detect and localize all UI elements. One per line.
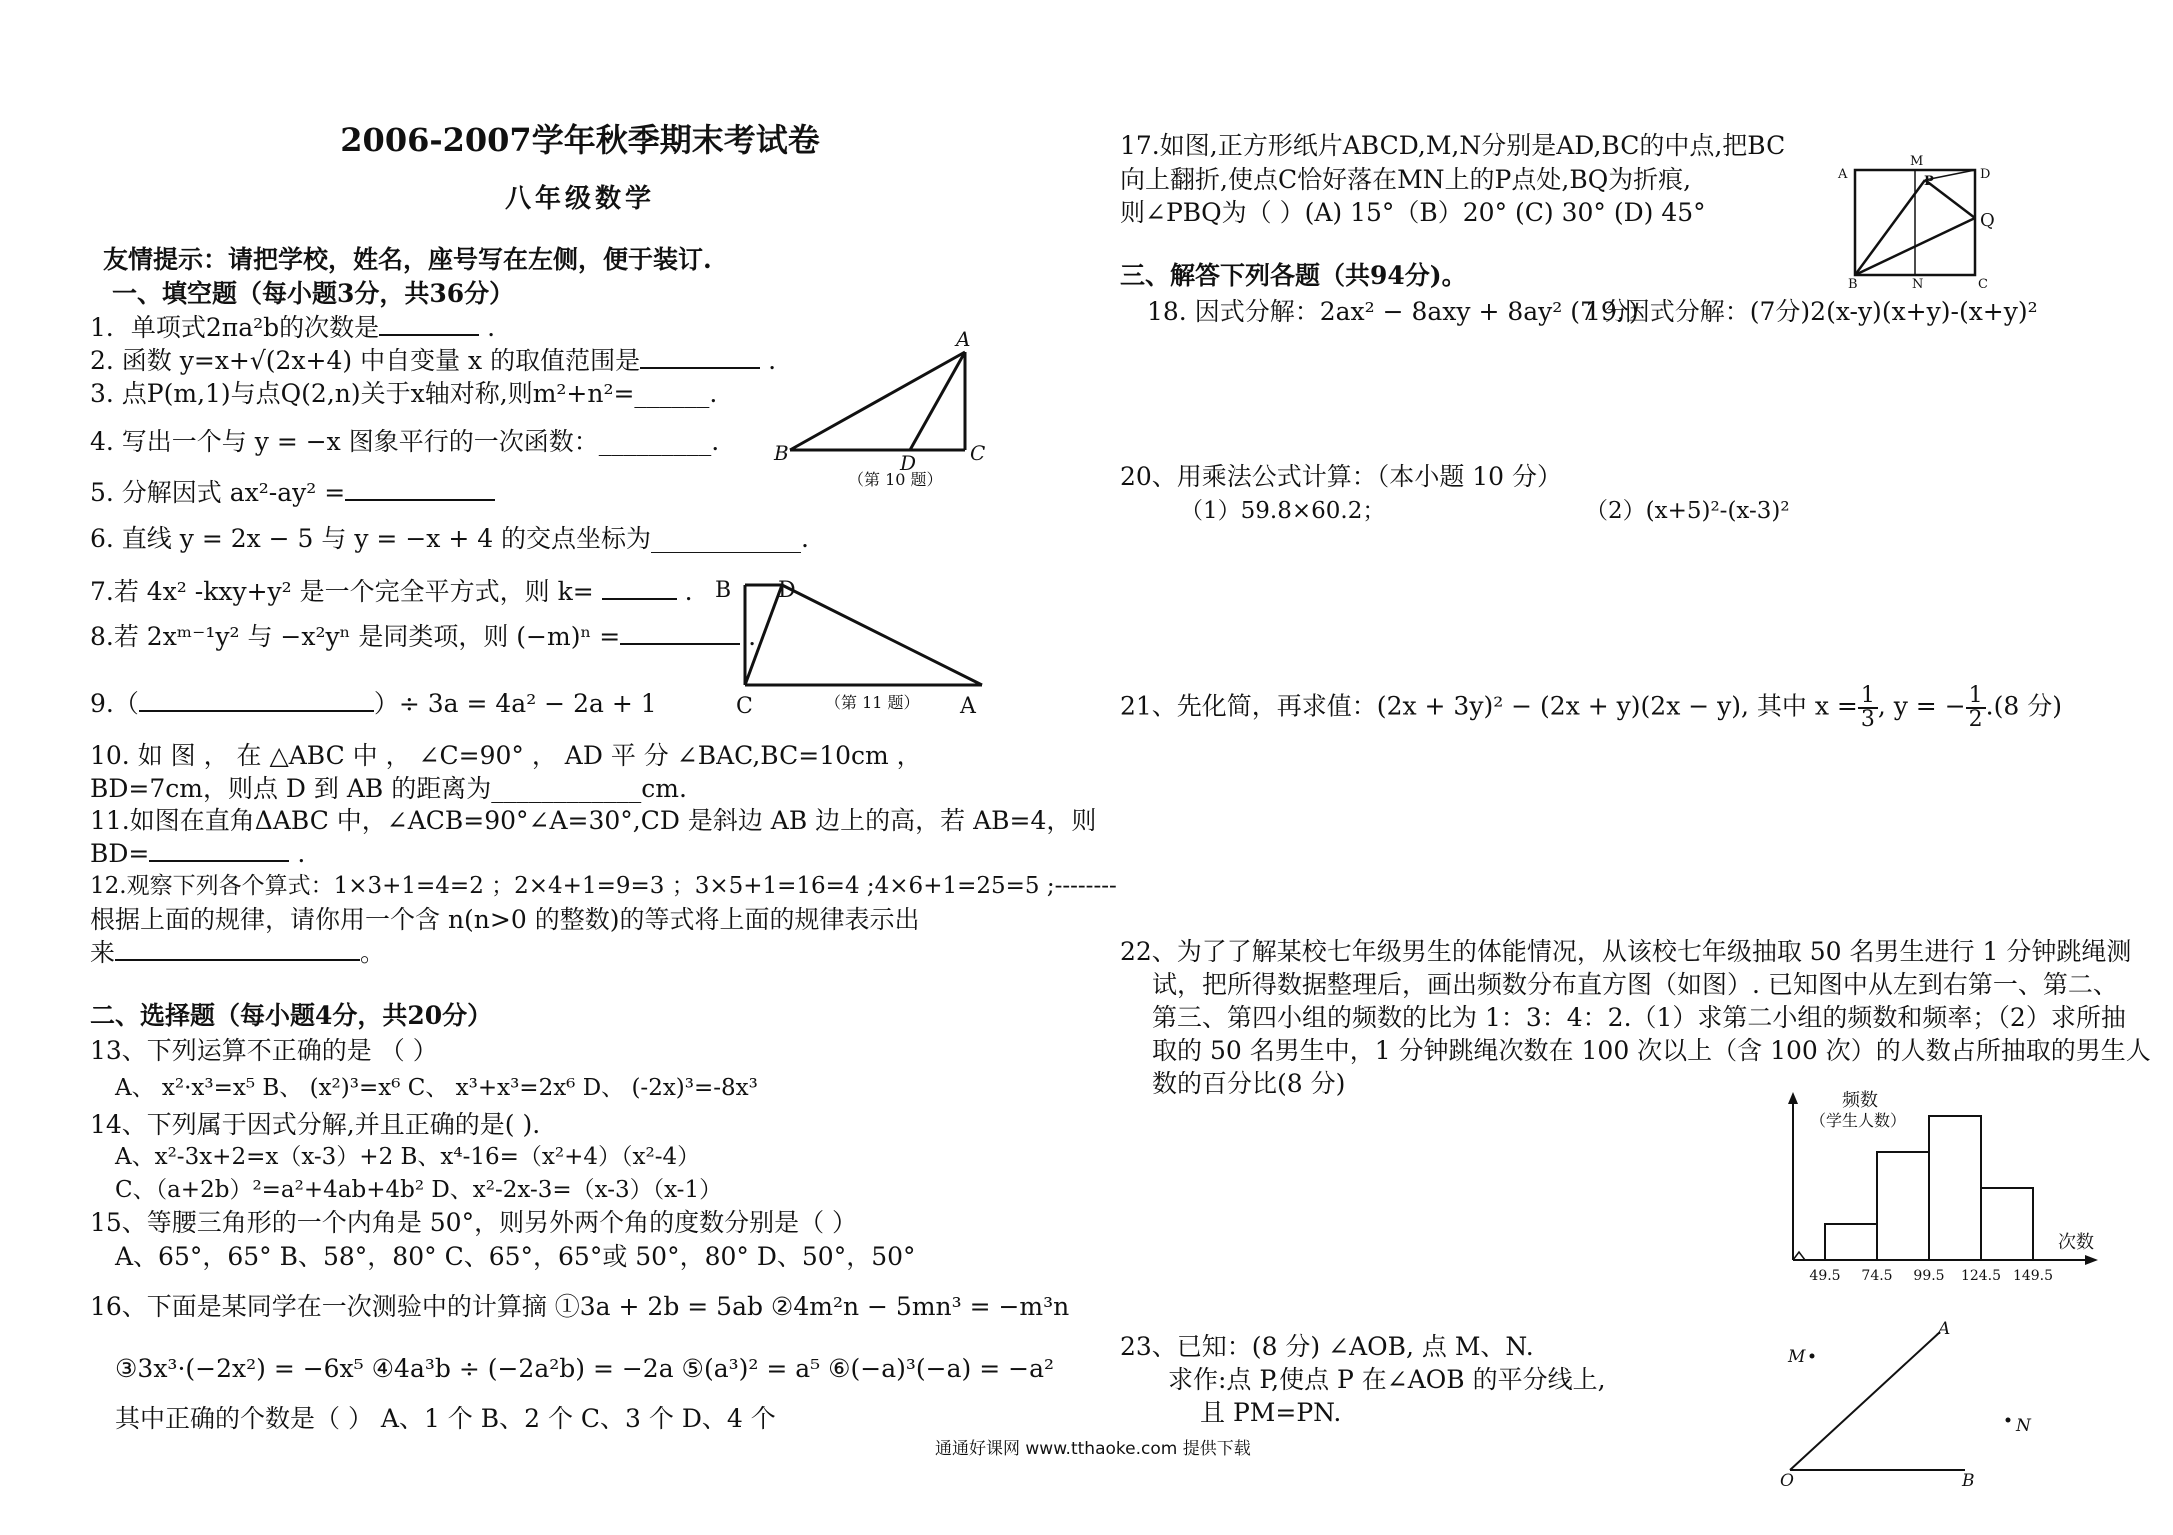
frequency-histogram xyxy=(1780,1090,2110,1290)
question-22-line2: 试，把所得数据整理后，画出频数分布直方图（如图）. 已知图中从左到右第一、第二、 xyxy=(1152,970,2118,999)
q11-line-DA xyxy=(782,585,982,685)
q17-label-B: B xyxy=(1848,277,1858,290)
exam-subtitle: 八年级数学 xyxy=(504,184,655,214)
histogram-bar xyxy=(1877,1152,1929,1260)
histogram-bar xyxy=(1825,1224,1877,1260)
question-21: 21、先化简，再求值：(2x + 3y)² − (2x + y)(2x − y), 其中 x = $\frac{1}{3}$ , y = − $\frac{1}{2}$ .(8 分) xyxy=(1120,683,2062,732)
q17-label-N: N xyxy=(1912,277,1924,290)
q11-label-B: B xyxy=(715,578,732,603)
question-2: 2. 函数 y=x+√(2x+4) 中自变量 x 的取值范围是 . xyxy=(90,346,777,375)
q11-label-C: C xyxy=(736,694,753,719)
histogram-tick-label: 49.5 xyxy=(1809,1268,1841,1284)
histogram-axis-break xyxy=(1793,1252,1805,1260)
question-6: 6. 直线 y = 2x − 5 与 y = −x + 4 的交点坐标为____________. xyxy=(90,524,810,553)
figure-q11 xyxy=(710,575,1000,725)
question-8: 8.若 2xᵐ⁻¹y² 与 −x²yⁿ 是同类项，则 (−m)ⁿ = . xyxy=(90,622,757,651)
histogram-bar xyxy=(1929,1116,1981,1260)
q10-label-C: C xyxy=(970,441,986,465)
question-16-items: ③3x³·(−2x²) = −6x⁵ ④4a³b ÷ (−2a²b) = −2a ⑤(a³)² = a⁵ ⑥(−a)³(−a) = −a² xyxy=(115,1354,1055,1383)
question-12-line1: 12.观察下列各个算式：1×3+1=4=2 ；2×4+1=9=3 ；3×5+1=16=4 ;4×6+1=25=5 ;-------- xyxy=(90,873,1117,899)
histogram-bar xyxy=(1981,1188,2033,1260)
q23-label-B: B xyxy=(1962,1471,1975,1491)
histogram-ylabel-1: 频数 xyxy=(1842,1090,1878,1111)
question-4: 4. 写出一个与 y = −x 图象平行的一次函数：_________. xyxy=(90,427,720,456)
histogram-tick-label: 149.5 xyxy=(2012,1268,2054,1284)
figure-q17 xyxy=(1830,150,2010,290)
question-14: 14、下列属于因式分解,并且正确的是( ). xyxy=(90,1110,541,1139)
question-14-options-ab: A、x²-3x+2=x（x-3）+2 B、x⁴-16=（x²+4）（x²-4） xyxy=(115,1144,701,1170)
question-23-line2: 求作:点 P,使点 P 在∠AOB 的平分线上, xyxy=(1168,1365,1606,1394)
question-17-line2: 向上翻折,使点C恰好落在MN上的P点处,BQ为折痕, xyxy=(1120,165,1692,194)
q23-point-N xyxy=(2006,1418,2011,1423)
section2-heading: 二、选择题（每小题4分，共20分） xyxy=(90,1001,493,1030)
histogram-y-arrow xyxy=(1788,1092,1798,1104)
question-20-part2: （2）(x+5)²-(x-3)² xyxy=(1585,498,1790,524)
fraction-one-third: $\frac{1}{3}$ xyxy=(1858,685,1878,731)
histogram-x-arrow xyxy=(2085,1255,2098,1265)
question-23-line3: 且 PM=PN. xyxy=(1200,1398,1342,1427)
q11-label-A: A xyxy=(960,694,976,719)
q17-label-Q: Q xyxy=(1980,210,1995,231)
question-5: 5. 分解因式 ax²-ay² = xyxy=(90,479,495,508)
histogram-tick-label: 99.5 xyxy=(1913,1268,1945,1284)
question-12-line3: 来 。 xyxy=(90,938,386,967)
question-15-options: A、65°，65° B、58°，80° C、65°，65°或 50°，80° D、50°，50° xyxy=(115,1242,916,1271)
q23-label-N: N xyxy=(2016,1416,2031,1436)
q23-point-M xyxy=(1810,1354,1815,1359)
q23-label-M: M xyxy=(1788,1347,1806,1367)
q10-label-B: B xyxy=(774,441,789,465)
q10-label-D: D xyxy=(900,451,917,475)
histogram-tick-label: 74.5 xyxy=(1861,1268,1893,1284)
question-22-line4: 取的 50 名男生中，1 分钟跳绳次数在 100 次以上（含 100 次）的人数占所抽取的男生人 xyxy=(1152,1036,2151,1065)
question-10-line2: BD=7cm，则点 D 到 AB 的距离为____________cm. xyxy=(90,774,687,803)
histogram-xlabel: 次数 xyxy=(2058,1232,2094,1253)
figure-q23 xyxy=(1780,1320,2070,1495)
question-11-line2: BD= . xyxy=(90,839,306,868)
question-23-line1: 23、已知：(8 分) ∠AOB, 点 M、N. xyxy=(1120,1332,1534,1361)
q17-label-M: M xyxy=(1910,154,1924,169)
question-3: 3. 点P(m,1)与点Q(2,n)关于x轴对称,则m²+n²=______. xyxy=(90,379,718,408)
question-20-part1: （1）59.8×60.2； xyxy=(1180,498,1386,524)
q23-label-A: A xyxy=(1938,1320,1951,1339)
question-13-options: A、 x²·x³=x⁵ B、 (x²)³=x⁶ C、 x³+x³=2x⁶ D、 (-2x)³=-8x³ xyxy=(115,1075,758,1101)
q11-caption: （第 11 题） xyxy=(825,693,920,712)
histogram-ylabel-2: （学生人数） xyxy=(1810,1111,1907,1130)
question-17-line1: 17.如图,正方形纸片ABCD,M,N分别是AD,BC的中点,把BC xyxy=(1120,131,1786,160)
q11-label-D: D xyxy=(778,578,796,603)
question-22-line1: 22、为了了解某校七年级男生的体能情况，从该校七年级抽取 50 名男生进行 1 分钟跳绳测 xyxy=(1120,937,2132,966)
question-11-line1: 11.如图在直角ΔABC 中，∠ACB=90°∠A=30°,CD 是斜边 AB 边上的高，若 AB=4，则 xyxy=(90,806,1097,835)
question-20: 20、用乘法公式计算：（本小题 10 分） xyxy=(1120,462,1563,491)
question-22-line5: 数的百分比(8 分) xyxy=(1152,1069,1346,1098)
question-7: 7.若 4x² -kxy+y² 是一个完全平方式，则 k= . xyxy=(90,577,693,606)
notice: 友情提示：请把学校，姓名，座号写在左侧，便于装订. xyxy=(103,245,712,274)
question-18: 18. 因式分解：2ax² − 8axy + 8ay² (7 分) xyxy=(1147,297,1639,326)
question-12-line2: 根据上面的规律，请你用一个含 n(n>0 的整数)的等式将上面的规律表示出 xyxy=(90,905,920,934)
histogram-tick-label: 124.5 xyxy=(1960,1268,2002,1284)
q10-label-A: A xyxy=(956,330,971,351)
question-9: 9.（ ）÷ 3a = 4a² − 2a + 1 xyxy=(90,689,657,718)
fraction-one-half: $\frac{1}{2}$ xyxy=(1966,685,1986,731)
exam-title: 2006-2007学年秋季期末考试卷 xyxy=(340,121,820,159)
figure-q10 xyxy=(770,330,1000,495)
question-1: 1．单项式2πa²b的次数是 . xyxy=(90,313,496,342)
q11-line-CD xyxy=(745,585,782,685)
q23-label-O: O xyxy=(1780,1471,1794,1491)
question-10-line1: 10. 如 图 ， 在 △ABC 中 ， ∠C=90° ， AD 平 分 ∠BAC,BC=10cm ， xyxy=(90,741,922,770)
question-16: 16、下面是某同学在一次测验中的计算摘 ①3a + 2b = 5ab ②4m²n − 5mn³ = −m³n xyxy=(90,1292,1070,1321)
question-17-line3: 则∠PBQ为（ ）(A) 15°（B）20° (C) 30° (D) 45° xyxy=(1120,198,1706,227)
section1-heading: 一、填空题（每小题3分，共36分） xyxy=(112,279,515,308)
q10-caption: （第 10 题） xyxy=(848,470,943,489)
question-15: 15、等腰三角形的一个内角是 50°，则另外两个角的度数分别是（ ） xyxy=(90,1208,858,1237)
q17-label-P: P xyxy=(1924,174,1934,189)
footer: 通通好课网 www.tthaoke.com 提供下载 xyxy=(935,1439,1251,1459)
question-22-line3: 第三、第四小组的频数的比为 1：3：4：2.（1）求第二小组的频数和频率；（2）求所抽 xyxy=(1152,1003,2126,1032)
section3-heading: 三、解答下列各题（共94分)。 xyxy=(1120,261,1467,290)
question-16-ask: 其中正确的个数是（ ） A、1 个 B、2 个 C、3 个 D、4 个 xyxy=(115,1404,776,1433)
question-13: 13、下列运算不正确的是 （ ） xyxy=(90,1036,438,1065)
q17-label-D: D xyxy=(1980,167,1991,182)
question-14-options-cd: C、（a+2b）²=a²+4ab+4b² D、x²-2x-3=（x-3）（x-1） xyxy=(115,1177,723,1203)
question-19: 19.因式分解：(7分)2(x-y)(x+y)-(x+y)² xyxy=(1585,297,2038,326)
q23-ray-OA xyxy=(1790,1332,1940,1470)
q17-label-C: C xyxy=(1978,277,1988,290)
q17-label-A: A xyxy=(1838,167,1848,182)
